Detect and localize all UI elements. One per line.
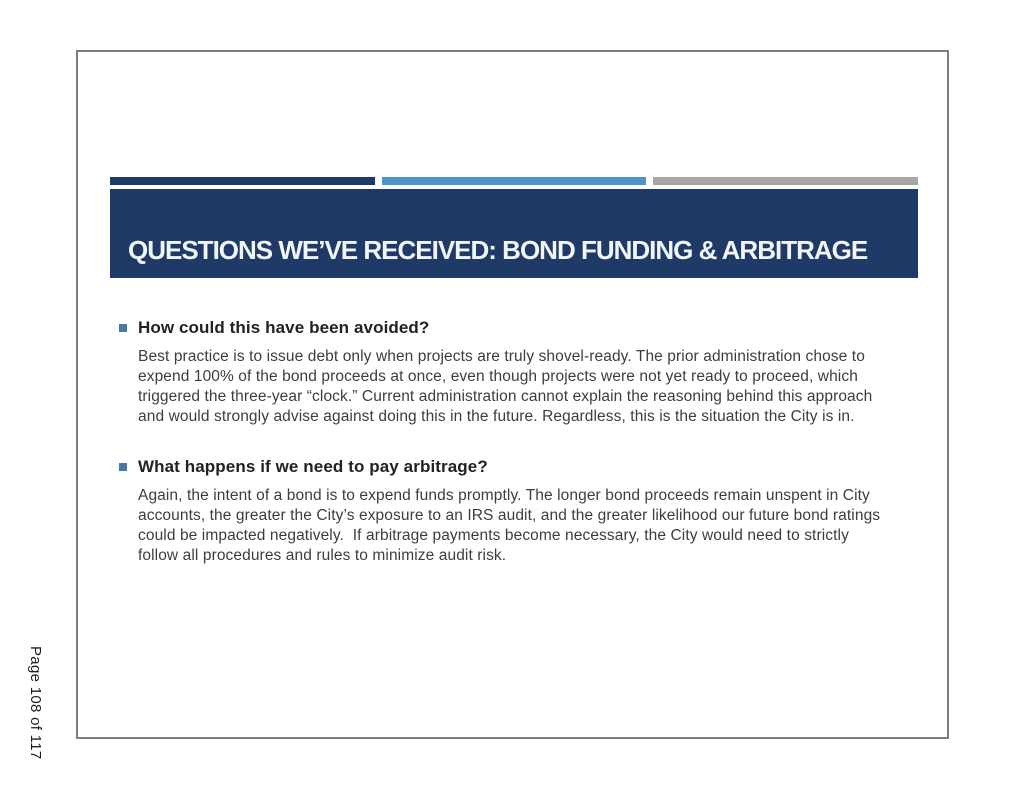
body-line: triggered the three-year “clock.” Current administration cannot explain the reasoning behind this approach [138,388,873,405]
body-line: follow all procedures and rules to minimize audit risk. [138,547,507,564]
page-number-label: Page 108 of 117 [27,646,44,760]
body-line: and would strongly advise against doing this in the future. Regardless, this is the situation the City is in. [138,408,855,425]
body-line: accounts, the greater the City’s exposure to an IRS audit, and the greater likelihood our future bond ratings [138,507,881,524]
bullet-square-icon [119,463,127,471]
body-line: Best practice is to issue debt only when projects are truly shovel-ready. The prior administration chose to [138,348,865,365]
slide-title: QUESTIONS WE’VE RECEIVED: BOND FUNDING & ARBITRAGE [128,235,868,265]
bullet-square-icon [119,324,127,332]
qa-section [119,457,919,566]
answer-paragraph [138,347,919,427]
accent-bar-group [110,177,918,185]
accent-bar-navy [110,177,375,185]
body-line: could be impacted negatively. If arbitrage payments become necessary, the City would need to strictly [138,527,849,544]
question-heading: What happens if we need to pay arbitrage? [138,457,488,476]
body-line: Again, the intent of a bond is to expend funds promptly. The longer bond proceeds remain unspent in City [138,487,870,504]
body-line: expend 100% of the bond proceeds at once, even though projects were not yet ready to proceed, which [138,368,858,385]
question-heading: How could this have been avoided? [138,318,430,337]
slide-page [76,50,949,739]
answer-paragraph [138,486,919,566]
qa-section [119,318,919,427]
slide-title-banner [110,189,918,278]
accent-bar-gray [653,177,918,185]
accent-bar-blue [382,177,647,185]
